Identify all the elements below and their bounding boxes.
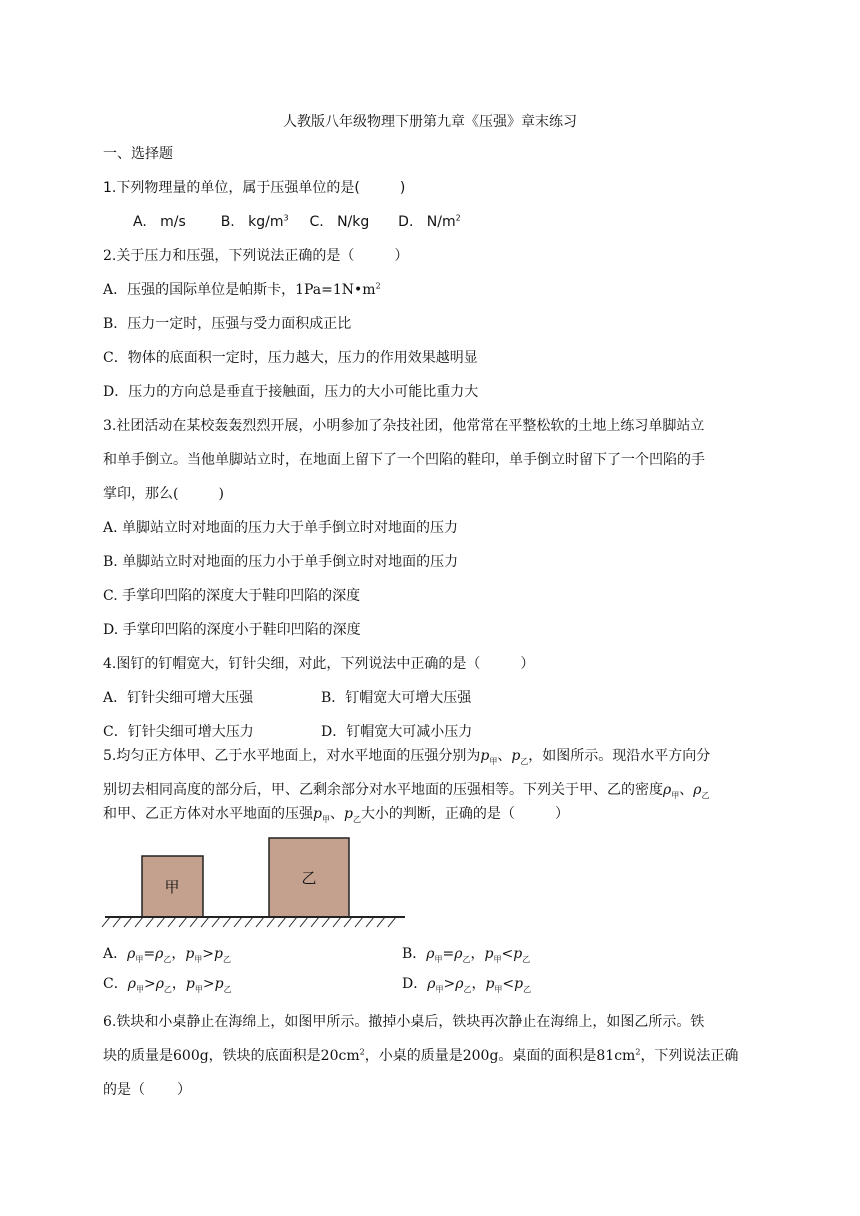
hatch-mark <box>333 917 341 927</box>
q3-option-b[interactable]: B. 单脚站立时对地面的压力小于单手倒立时对地面的压力 <box>103 554 459 570</box>
q5-option-d[interactable]: D．$\rho_甲>\rho_乙$，$p_甲<p_乙$ <box>402 976 532 994</box>
q4-option-d[interactable]: D．钉帽宽大可减小压力 <box>321 724 473 740</box>
question-6-line-2: 块的质量是600g，铁块的底面积是$20cm^2$，小桌的质量是200g。桌面的面积是$81cm^2$，下列说法正确 <box>103 1047 739 1064</box>
q4-option-b[interactable]: B．钉帽宽大可增大压强 <box>321 690 472 706</box>
q3-option-a[interactable]: A. 单脚站立时对地面的压力大于单手倒立时对地面的压力 <box>103 520 459 536</box>
hatch-mark <box>113 917 121 927</box>
hatch-mark <box>212 917 220 927</box>
q5-option-a[interactable]: A．$\rho_甲=\rho_乙$，$p_甲>p_乙$ <box>103 946 231 964</box>
question-2-stem: 2.关于压力和压强，下列说法正确的是（ ） <box>103 248 409 264</box>
cube-yi-label: 乙 <box>301 869 317 887</box>
hatch-mark <box>102 917 110 927</box>
q4-option-c[interactable]: C．钉针尖细可增大压力 <box>103 724 254 740</box>
hatch-mark <box>355 917 363 927</box>
hatch-mark <box>168 917 176 927</box>
section-heading: 一、选择题 <box>103 146 173 162</box>
hatch-mark <box>201 917 209 927</box>
question-3-line-3: 掌印，那么( ) <box>103 486 224 502</box>
hatch-mark <box>366 917 374 927</box>
hatch-mark <box>245 917 253 927</box>
q3-option-c[interactable]: C. 手掌印凹陷的深度大于鞋印凹陷的深度 <box>103 588 361 604</box>
q2-option-d[interactable]: D．压力的方向总是垂直于接触面，压力的大小可能比重力大 <box>103 384 479 400</box>
q5-option-c[interactable]: C．$\rho_甲>\rho_乙$，$p_甲>p_乙$ <box>103 976 232 994</box>
q2-option-a[interactable]: A．压强的国际单位是帕斯卡，$1Pa=1N•m^2$ <box>103 281 381 298</box>
ground-hatching <box>102 917 396 927</box>
question-5-line-2: 别切去相同高度的部分后，甲、乙剩余部分对水平地面的压强相等。下列关于甲、乙的密度$\rho_甲$、$\rho_乙$ <box>103 782 710 800</box>
hatch-mark <box>311 917 319 927</box>
hatch-mark <box>146 917 154 927</box>
hatch-mark <box>135 917 143 927</box>
q5-option-b[interactable]: B．$\rho_甲=\rho_乙$，$p_甲<p_乙$ <box>402 946 531 964</box>
question-3-line-1: 3.社团活动在某校轰轰烈烈开展，小明参加了杂技社团，他常常在平整松软的土地上练习单脚站立 <box>103 418 705 434</box>
hatch-mark <box>289 917 297 927</box>
hatch-mark <box>322 917 330 927</box>
cube-jia-label: 甲 <box>164 878 180 896</box>
hatch-mark <box>179 917 187 927</box>
q1-option-a[interactable]: A. m/s <box>133 214 186 230</box>
q2-option-c[interactable]: C．物体的底面积一定时，压力越大，压力的作用效果越明显 <box>103 350 478 366</box>
hatch-mark <box>124 917 132 927</box>
question-1-stem: 1.下列物理量的单位，属于压强单位的是( ) <box>103 180 406 196</box>
hatch-mark <box>267 917 275 927</box>
question-1-options <box>133 212 461 232</box>
question-3-line-2: 和单手倒立。当他单脚站立时，在地面上留下了一个凹陷的鞋印，单手倒立时留下了一个凹陷的手 <box>103 452 705 468</box>
question-5-line-3: 和甲、乙正方体对水平地面的压强$p_甲$、$p_乙$大小的判断，正确的是（ ） <box>103 806 569 824</box>
question-5-line-1: 5.均匀正方体甲、乙于水平地面上，对水平地面的压强分别为$p_甲$、$p_乙$，如图所示。现沿水平方向分 <box>103 748 711 766</box>
q2-option-b[interactable]: B．压力一定时，压强与受力面积成正比 <box>103 316 352 332</box>
hatch-mark <box>300 917 308 927</box>
hatch-mark <box>388 917 396 927</box>
page-title: 人教版八年级物理下册第九章《压强》章末练习 <box>283 114 577 130</box>
hatch-mark <box>223 917 231 927</box>
question-6-line-1: 6.铁块和小桌静止在海绵上，如图甲所示。撤掉小桌后，铁块再次静止在海绵上，如图乙所示。铁 <box>103 1014 705 1030</box>
q1-option-b[interactable]: B. $kg/m^3$ <box>220 213 289 230</box>
hatch-mark <box>344 917 352 927</box>
cubes-on-ground-figure <box>100 832 410 932</box>
q1-option-c[interactable]: C. N/kg <box>309 214 370 230</box>
hatch-mark <box>278 917 286 927</box>
question-6-line-3: 的是（ ） <box>103 1082 191 1098</box>
hatch-mark <box>157 917 165 927</box>
hatch-mark <box>190 917 198 927</box>
q3-option-d[interactable]: D. 手掌印凹陷的深度小于鞋印凹陷的深度 <box>103 622 361 638</box>
question-4-stem: 4.图钉的钉帽宽大，钉针尖细，对此，下列说法中正确的是（ ） <box>103 656 535 672</box>
hatch-mark <box>234 917 242 927</box>
hatch-mark <box>377 917 385 927</box>
q1-option-d[interactable]: D. $N/m^2$ <box>398 213 461 230</box>
q4-option-a[interactable]: A．钉针尖细可增大压强 <box>103 690 254 706</box>
hatch-mark <box>256 917 264 927</box>
